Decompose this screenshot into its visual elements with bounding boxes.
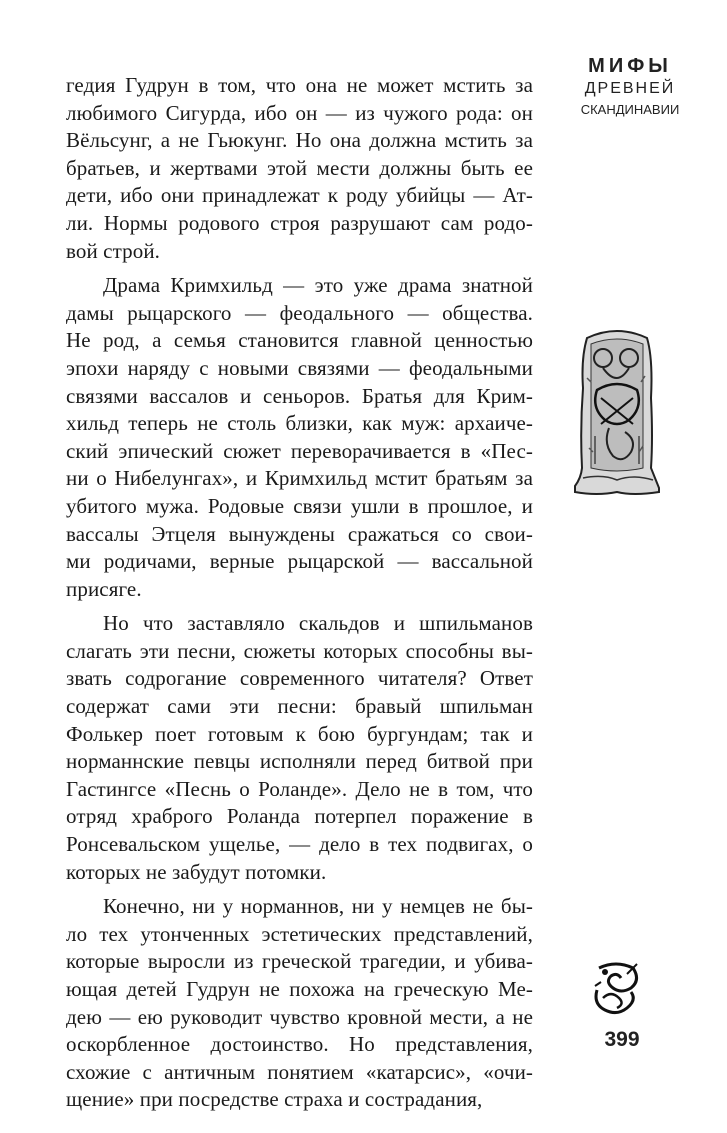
running-head-line-2: ДРЕВНЕЙ (584, 80, 676, 97)
text-line: щение» при посредстве страха и сострадания, (66, 1087, 483, 1112)
text-line: ли. Нормы родового строя разрушают сам родо- (66, 210, 533, 235)
text-line: ющая детей Гудрун не похожа на греческую Ме- (66, 977, 533, 1001)
text-line: Вёльсунг, а не Гьюкунг. Но она должна мстить за (66, 128, 533, 153)
text-line: хильд теперь не столь близки, как муж: архаиче- (66, 411, 533, 436)
runestone-illustration-icon (573, 328, 661, 496)
text-line: ло тех утонченных эстетических представлений, (66, 921, 533, 946)
text-line: ни о Нибелунгах», и Кримхильд мстит братьям за (66, 466, 533, 491)
text-line: содержат сами эти песни: бравый шпильман (66, 694, 533, 719)
paragraph (66, 272, 533, 603)
text-line: ми родичами, верные рыцарской — вассальной (66, 549, 533, 574)
paragraph (66, 72, 533, 265)
paragraph-gap (66, 603, 533, 610)
text-line: которых не забудут потомки. (66, 859, 327, 884)
text-line: дею — ею руководит чувство кровной мести, а не (66, 1004, 533, 1029)
text-line: связями вассалов и сеньоров. Братья для Крим- (66, 383, 533, 408)
text-line: Не род, а семья становится главной ценностью (66, 328, 533, 353)
text-line: любимого Сигурда, ибо он — из чужого рода: он (66, 100, 533, 125)
text-line: братьев, и жертвами этой мести должны быть ее (66, 155, 533, 180)
text-line: Ронсевальском ущелье, — дело в тех подвигах, о (66, 832, 533, 857)
text-line: дамы рыцарского — феодального — общества. (66, 300, 533, 325)
text-line: эпохи наряду с новыми связями — феодальными (66, 355, 533, 380)
page-number: 399 (604, 1028, 640, 1051)
text-line: схожие с античным понятием «катарсис», «очи- (66, 1059, 533, 1084)
paragraph-gap (66, 886, 533, 893)
text-line: присяге. (66, 576, 142, 601)
text-line: Конечно, ни у норманнов, ни у немцев не бы- (103, 894, 533, 919)
text-line: Но что заставляло скальдов и шпильманов (103, 611, 533, 636)
running-head (575, 54, 685, 120)
text-line: Фолькер поет готовым к бою бургундам; так и (66, 721, 533, 746)
body-text (66, 72, 533, 1114)
running-head-line-1: МИФЫ (588, 55, 672, 77)
text-line: убитого мужа. Родовые связи ушли в прошлое, и (66, 493, 533, 518)
text-line: оскорбленное достоинство. Но представления, (66, 1032, 533, 1057)
text-line: вой строй. (66, 238, 161, 263)
text-line: ский эпический сюжет переворачивается в «Пес- (66, 438, 533, 463)
text-line: которые выросли из греческой трагедии, и убива- (66, 949, 533, 974)
text-line: гедия Гудрун в том, что она не может мстить за (66, 73, 533, 97)
text-line: Драма Кримхильд — это уже драма знатной (103, 273, 533, 298)
text-line: вассалы Этцеля вынуждены сражаться со свои- (66, 521, 533, 546)
text-line: слагать эти песни, сюжеты которых способны вы- (66, 638, 533, 663)
running-head-line-3: СКАНДИНАВИИ (580, 102, 680, 117)
paragraph-gap (66, 265, 533, 272)
text-line: норманнские певцы исполняли перед битвой при (66, 749, 533, 774)
paragraph (66, 893, 533, 1114)
text-line: отряд храброго Роланда потерпел поражение в (66, 804, 533, 829)
text-line: звать содрогание современного читателя? Ответ (66, 666, 533, 691)
interlace-ornament-icon (591, 960, 641, 1016)
paragraph (66, 610, 533, 886)
text-line: Гастингсе «Песнь о Роланде». Дело не в том, что (66, 776, 533, 801)
text-line: дети, ибо они принадлежат к роду убийцы — Ат- (66, 183, 533, 208)
